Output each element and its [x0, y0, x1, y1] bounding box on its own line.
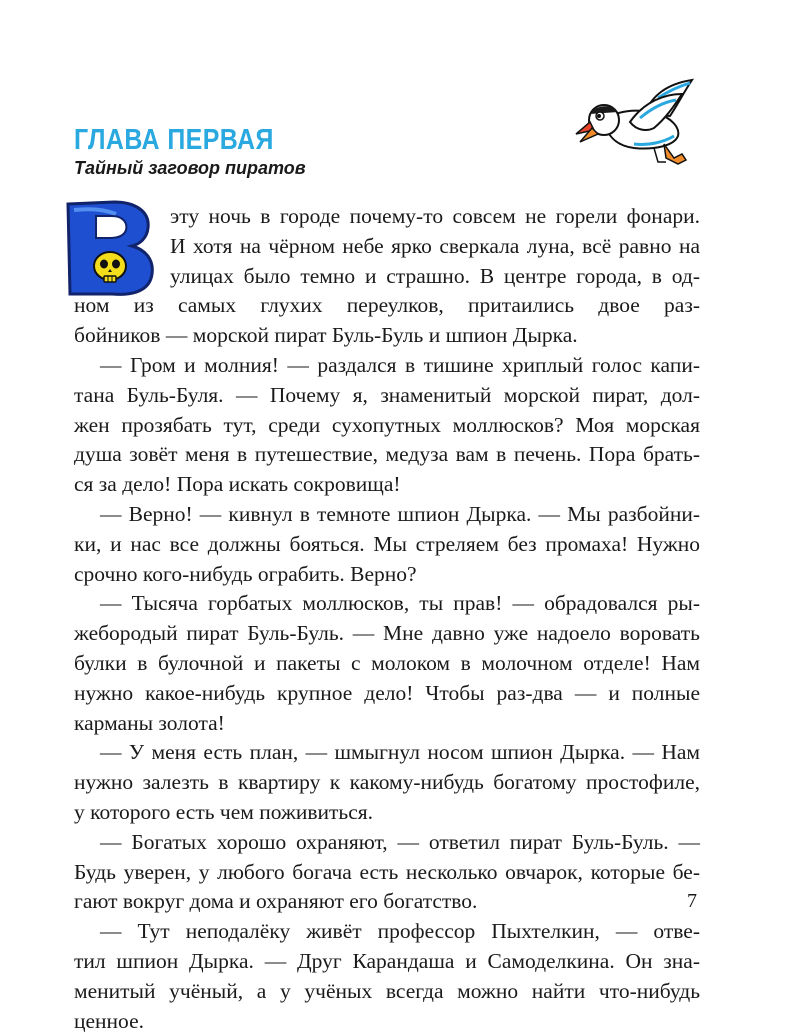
text-line: срочно кого-нибудь ограбить. Верно? — [74, 561, 417, 586]
text-line: жен прозябать тут, среди сухопутных моллюсков? Моя морская — [74, 412, 700, 437]
text-line: ценное. — [74, 1008, 144, 1033]
text-line: карманы золота! — [74, 710, 225, 735]
text-line: — Тут неподалёку живёт профессор Пыхтелкин, — отве- — [100, 919, 700, 944]
text-line: улицах было темно и страшно. В центре города, в од- — [170, 263, 700, 288]
text-line: менитый учёный, а у учёных всегда можно найти что-нибудь — [74, 978, 700, 1003]
text-line: — Верно! — кивнул в темноте шпион Дырка. — Мы разбойни- — [100, 501, 700, 526]
text-line: эту ночь в городе почему-то совсем не горели фонари. — [170, 204, 700, 228]
page-number: 7 — [687, 890, 697, 912]
text-line: нужно какое-нибудь крупное дело! Чтобы раз-два — и полные — [74, 680, 700, 705]
text-line: — У меня есть план, — шмыгнул носом шпион Дырка. — Нам — [100, 740, 700, 765]
text-line: Будь уверен, у любого богача есть несколько овчарок, которые бе- — [74, 859, 700, 884]
text-line: бойников — морской пират Буль-Буль и шпион Дырка. — [74, 323, 578, 348]
text-line: булки в булочной и пакеты с молоком в молочном отделе! Нам — [74, 650, 700, 675]
text-line: у которого есть чем поживиться. — [74, 799, 373, 824]
text-line: тана Буль-Буля. — Почему я, знаменитый морской пират, дол- — [74, 382, 700, 407]
text-line: ся за дело! Пора искать сокровища! — [74, 472, 401, 497]
chapter-title: ГЛАВА ПЕРВАЯ — [74, 124, 274, 156]
text-line: душа зовёт меня в путешествие, медуза вам в печень. Пора брать- — [74, 442, 700, 467]
text-line: ном из самых глухих переулков, притаились двое раз- — [74, 293, 700, 318]
text-line: И хотя на чёрном небе ярко сверкала луна, всё равно на — [170, 233, 700, 258]
text-line: — Гром и молния! — раздался в тишине хриплый голос капи- — [100, 352, 700, 377]
story-text — [74, 202, 700, 1036]
text-line: тил шпион Дырка. — Друг Карандаша и Самоделкина. Он зна- — [74, 948, 700, 973]
seagull-illustration-icon — [574, 78, 700, 168]
text-line: гают вокруг дома и охраняют его богатство. — [74, 889, 478, 914]
chapter-subtitle: Тайный заговор пиратов — [74, 158, 306, 178]
text-line: нужно залезть в квартиру к какому-нибудь богатому простофиле, — [74, 770, 700, 795]
text-line: — Богатых хорошо охраняют, — ответил пират Буль-Буль. — — [100, 829, 700, 854]
text-line: ки, и нас все должны бояться. Мы стреляем без промаха! Нужно — [74, 531, 700, 556]
text-line: — Тысяча горбатых моллюсков, ты прав! — обрадовался ры- — [100, 591, 700, 616]
text-line: жебородый пират Буль-Буль. — Мне давно уже надоело воровать — [74, 621, 700, 646]
